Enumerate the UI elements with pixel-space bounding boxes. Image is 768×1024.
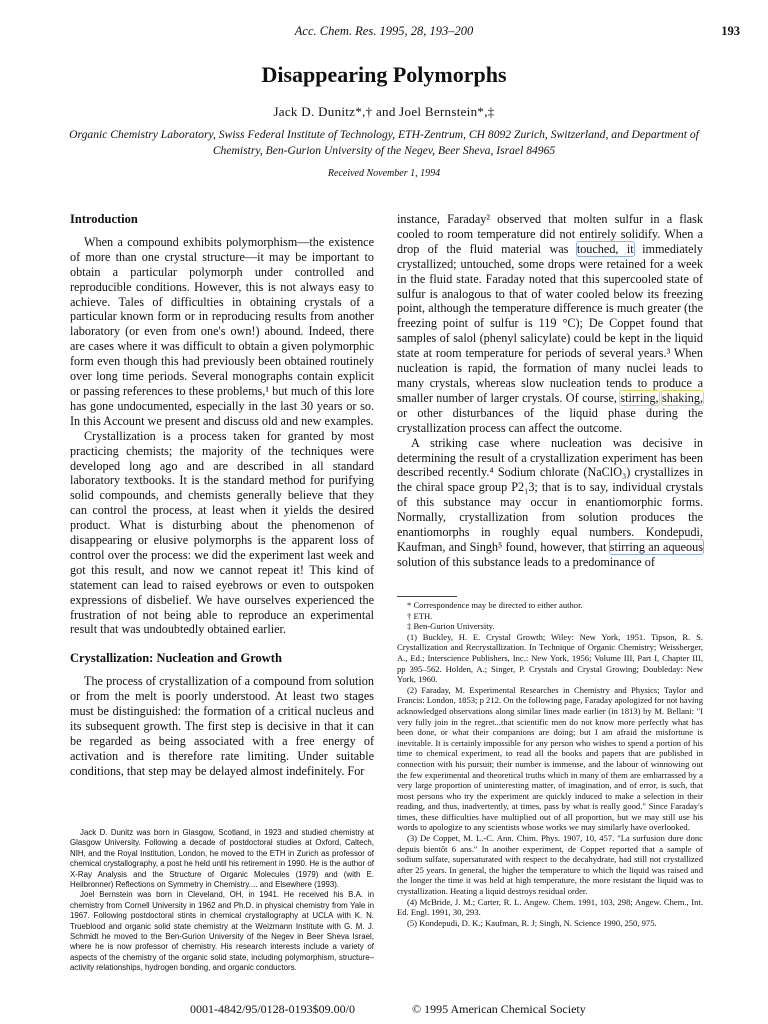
crystallization-paragraph-1: The process of crystallization of a compound from solution or from the melt is poorly understood. At least two stages must be distinguished: the formation of a critical nucleus and its subsequent growth. The first step is decisive in that it can be regarded as being associated with a free energy of activation and is therefore rate limiting. Under suitable conditions, that step may be delayed almost indefinitely. For (70, 674, 374, 778)
received-date: Received November 1, 1994 (327, 168, 441, 179)
author-affiliation: Organic Chemistry Laboratory, Swiss Federal Institute of Technology, ETH-Zentrum, CH 8092 Zurich, Switzerland, and Department of Chemistry, Ben-Gurion University of the Negev, Beer Sheva, Israel 84965 (69, 128, 699, 157)
right-paragraph-1 (397, 212, 703, 436)
heading-introduction: Introduction (70, 212, 138, 226)
journal-citation: Acc. Chem. Res. 1995, 28, 193–200 (294, 24, 474, 38)
running-header (0, 24, 768, 44)
footnote-bgu: ‡ Ben-Gurion University. (407, 621, 495, 632)
highlight-stirring-aqueous[interactable]: stirring an aqueous (609, 539, 703, 554)
reference-1: (1) Buckley, H. E. Crystal Growth; Wiley: New York, 1951. Tipson, R. S. Crystallization and Recrystallization. In Technique of Organic Chemistry; Weissberger, A., Ed.; Interscience Publishers, Inc.: New York, 1956; Volume III, Part I, Chapter III, pp 395–562. Holden, A.; Singer, P. Crystals and Crystal Growing; Doubleday: New York, 1960. (397, 631, 703, 685)
reference-3: (3) De Coppet, M. L.-C. Ann. Chim. Phys. 1907, 10, 457. "La surfusion dure donc depuis bientôt 6 ans." In another experiment, de Coppet reported that a sample of sodium sulfate, supersaturated with respect to the decahydrate, had still not crystallized after 25 years. In general, the higher the temperature to which the liquid was raised and the longer the time it was held at high temperature, the more resistant the liquid was to crystallization. Heating a liquid destroys residual order. (397, 833, 703, 897)
author-biographies (70, 828, 374, 974)
right-paragraph-2 (397, 436, 703, 570)
reference-4: (4) McBride, J. M.; Carter, R. L. Angew. Chem. 1991, 103, 298; Angew. Chem., Int. Ed. Engl. 1991, 30, 293. (397, 896, 703, 918)
article-code: 0001-4842/95/0128-0193$09.00/0 (190, 1002, 355, 1016)
heading-crystallization: Crystallization: Nucleation and Growth (70, 651, 282, 666)
highlight-touched[interactable]: touched, it (576, 241, 634, 256)
article-title: Disappearing Polymorphs (261, 62, 507, 87)
footnote-divider (397, 596, 457, 597)
text-run: instance, Faraday² observed that molten sulfur in a flask cooled to room temperature did not entirely solidify. When a drop of the fluid material was (397, 212, 703, 256)
footnote-correspondence: * Correspondence may be directed to either author. (407, 600, 583, 610)
right-column (397, 212, 703, 570)
text-run: or other disturbances of the liquid phase during the crystallization process can affect the outcome. (397, 405, 703, 435)
intro-paragraph-2: Crystallization is a process taken for granted by most practicing chemists; the majority of the techniques were developed long ago and are described in all standard laboratory textbooks. It is the standard method for purifying solid compounds, and chemists generally believe that they can control the process, at least when it yields the desired product. What is disturbing about the phenomenon of disappearing or elusive polymorphs is the apparent loss of control over the process: we did the experiment last week and got this result, and now we cannot repeat it! This kind of statement can lead to raised eyebrows or even to outspoken expressions of disbelief. We have ourselves experienced the frustration of not being able to reproduce an experimental result that was undoubtedly obtained earlier. (70, 428, 374, 637)
text-run: solution of this substance leads to a predominance of (397, 554, 655, 569)
reference-2: (2) Faraday, M. Experimental Researches in Chemistry and Physics; Taylor and Francis: London, 1853; p 212. On the following page, Faraday apologized for not having acknowledged observations along similar lines made earlier (in 1813) by M. Bellani: "I very fully join in the regret...that scientific men do not know more perfectly what has been done, or what their companions are doing; but I am afraid the misfortune is inevitable. It is certainly impossible for any person who wishes to spend a portion of his time to chemical experiment, to read all the books and papers that are published in connection with his pursuit; their number is immense, and the labour of winnowing out the few experimental and theoretical truths which in many of them are embarrassed by a very large proportion of uninteresting matter, of imagination, and of error, is such, that most persons who try the experiment are quickly induced to make a selection in their reading, and thus, inadvertently, at times, pass by what is really good." Since Faraday's times, these difficulties have multiplied out of all proportion, but we may still use his words to apologize to any scientists whose works we may similarly have overlooked. (397, 684, 703, 833)
article-authors: Jack D. Dunitz*,† and Joel Bernstein*,‡ (273, 104, 495, 119)
footnotes (397, 600, 703, 928)
text-run: immediately crystallized; untouched, some drops were retained for a week in the fluid state. Faraday noted that this supercooled state of sulfur is analogous to that of water cooled below its freezing point, although the temperature difference is much greater (the freezing point of sulfur is 119 °C); De Coppet found that samples of salol (phenyl salicylate) could be kept in the liquid state at room temperature for periods of several years.³ When nucleation is rapid, the formation of many nuclei leads to many crystals, whereas slow nucleation tends to produce a smaller number of larger crystals. Of course, (397, 241, 703, 405)
reference-5: (5) Kondepudi, D. K.; Kaufman, R. J; Singh, N. Science 1990, 250, 975. (407, 917, 657, 928)
left-column (70, 212, 374, 779)
text-run: A striking case where nucleation was decisive in determining the result of a crystallization experiment has been described recently.⁴ Sodium chlorate (NaClO₃) crystallizes in the chiral space group P2₁3; that is to say, individual crystals of this substance may occur in enantiomorphic forms. Normally, crystallization from solution produces the enantiomorphs in roughly equal numbers. Kondepudi, Kaufman, and Singh⁵ found, however, that (397, 435, 703, 554)
copyright-notice: © 1995 American Chemical Society (412, 1002, 586, 1016)
page-number: 193 (721, 24, 740, 38)
footnote-eth: † ETH. (407, 610, 433, 621)
highlight-shaking[interactable]: shaking, (662, 390, 703, 405)
intro-paragraph-1: When a compound exhibits polymorphism—the existence of more than one crystal structure—it may be important to obtain a particular polymorph under controlled and reproducible conditions. However, this is not always easy to achieve. Tales of difficulties in obtaining crystals of a particular known form or in reproducing results from another laboratory (or even from one's own!) abound. Indeed, there are cases where it was difficult to obtain a given polymorphic form even though this had previously been obtained routinely over long time periods. Several monographs contain explicit or passing references to these problems,¹ but much of this lore has gone undocumented, especially in the last 30 years or so. In this Account we present and discuss old and new examples. (70, 234, 374, 428)
biography-bernstein: Joel Bernstein was born in Cleveland, OH, in 1941. He received his B.A. in chemistry from Cornell University in 1962 and Ph.D. in physical chemistry from Yale in 1967. Following postdoctoral stints in chemical crystallography at UCLA with K. N. Trueblood and organic solid state chemistry at the Weizmann Institute with G. M. J. Schmidt he moved to the Ben-Gurion University of the Negev in Beer Sheva Israel, where he is now professor of chemistry. His research interests include a variety of aspects of the chemistry of the organic solid state, including polymorphism, structure–activity relationships, hydrogen bonding, and organic conductors. (70, 890, 374, 973)
biography-dunitz: Jack D. Dunitz was born in Glasgow, Scotland, in 1923 and studied chemistry at Glasgow University. Following a decade of postdoctoral studies at Oxford, Caltech, NIH, and the Royal Institution, London, he moved to the ETH in Zurich as professor of chemical crystallography, a post he held until his retirement in 1990. He is the author of X-Ray Analysis and the Structure of Organic Molecules (1979) and (with E. Heilbronner) Reflections on Symmetry in Chemistry.... and Elsewhere (1993). (70, 828, 374, 890)
highlight-stirring[interactable]: stirring, (620, 390, 659, 405)
